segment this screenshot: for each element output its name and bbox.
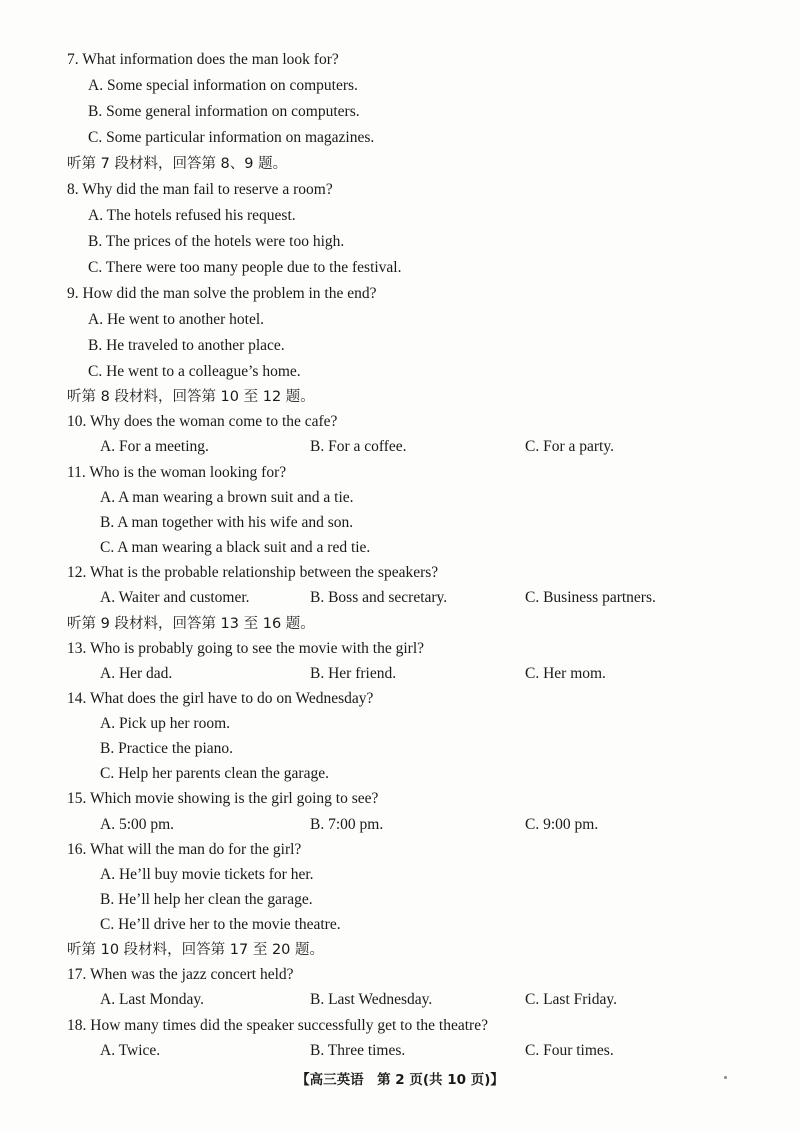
question-7-option-c: C. Some particular information on magazines. bbox=[88, 129, 375, 146]
question-10-option-c: C. For a party. bbox=[525, 438, 614, 455]
question-11-option-c: C. A man wearing a black suit and a red tie. bbox=[100, 539, 371, 556]
question-15-option-a: A. 5:00 pm. bbox=[100, 816, 175, 833]
question-16-option-b: B. He’ll help her clean the garage. bbox=[100, 891, 313, 908]
question-13-stem: 13. Who is probably going to see the movie with the girl? bbox=[67, 640, 425, 657]
question-13-option-a: A. Her dad. bbox=[100, 665, 173, 682]
question-9-stem: 9. How did the man solve the problem in the end? bbox=[67, 285, 377, 302]
question-8-option-a: A. The hotels refused his request. bbox=[88, 207, 296, 224]
question-9-option-a: A. He went to another hotel. bbox=[88, 311, 265, 328]
question-17-option-a: A. Last Monday. bbox=[100, 991, 205, 1008]
question-15-stem: 15. Which movie showing is the girl going to see? bbox=[67, 790, 379, 807]
question-14-option-b: B. Practice the piano. bbox=[100, 740, 233, 757]
question-9-option-c: C. He went to a colleague’s home. bbox=[88, 363, 301, 380]
question-18-option-a: A. Twice. bbox=[100, 1042, 161, 1059]
question-12-option-a: A. Waiter and customer. bbox=[100, 589, 250, 606]
section-heading-8: 听第 8 段材料，回答第 10 至 12 题。 bbox=[67, 389, 315, 405]
question-14-stem: 14. What does the girl have to do on Wednesday? bbox=[67, 690, 374, 707]
question-10-stem: 10. Why does the woman come to the cafe? bbox=[67, 413, 338, 430]
question-11-option-a: A. A man wearing a brown suit and a tie. bbox=[100, 489, 354, 506]
question-10-option-a: A. For a meeting. bbox=[100, 438, 209, 455]
question-8-option-b: B. The prices of the hotels were too high. bbox=[88, 233, 345, 250]
question-18-stem: 18. How many times did the speaker successfully get to the theatre? bbox=[67, 1017, 488, 1034]
question-16-option-c: C. He’ll drive her to the movie theatre. bbox=[100, 916, 341, 933]
question-15-option-b: B. 7:00 pm. bbox=[310, 816, 384, 833]
question-12-stem: 12. What is the probable relationship between the speakers? bbox=[67, 564, 439, 581]
question-7-option-a: A. Some special information on computers. bbox=[88, 77, 358, 94]
question-16-stem: 16. What will the man do for the girl? bbox=[67, 841, 302, 858]
question-12-option-c: C. Business partners. bbox=[525, 589, 656, 606]
question-13-option-c: C. Her mom. bbox=[525, 665, 606, 682]
question-17-option-b: B. Last Wednesday. bbox=[310, 991, 433, 1008]
question-14-option-c: C. Help her parents clean the garage. bbox=[100, 765, 329, 782]
question-13-option-b: B. Her friend. bbox=[310, 665, 397, 682]
question-18-option-b: B. Three times. bbox=[310, 1042, 406, 1059]
section-heading-10: 听第 10 段材料，回答第 17 至 20 题。 bbox=[67, 942, 325, 958]
question-16-option-a: A. He’ll buy movie tickets for her. bbox=[100, 866, 314, 883]
question-11-option-b: B. A man together with his wife and son. bbox=[100, 514, 354, 531]
question-9-option-b: B. He traveled to another place. bbox=[88, 337, 285, 354]
question-7-option-b: B. Some general information on computers. bbox=[88, 103, 360, 120]
page-footer: 【高三英语 第 2 页(共 10 页)】 bbox=[296, 1072, 504, 1088]
question-17-stem: 17. When was the jazz concert held? bbox=[67, 966, 294, 983]
section-heading-7: 听第 7 段材料，回答第 8、9 题。 bbox=[67, 156, 288, 172]
question-8-stem: 8. Why did the man fail to reserve a room? bbox=[67, 181, 333, 198]
question-17-option-c: C. Last Friday. bbox=[525, 991, 617, 1008]
scan-speck bbox=[724, 1076, 727, 1079]
question-15-option-c: C. 9:00 pm. bbox=[525, 816, 599, 833]
section-heading-9: 听第 9 段材料，回答第 13 至 16 题。 bbox=[67, 616, 315, 632]
question-14-option-a: A. Pick up her room. bbox=[100, 715, 231, 732]
question-7-stem: 7. What information does the man look for? bbox=[67, 51, 339, 68]
question-18-option-c: C. Four times. bbox=[525, 1042, 614, 1059]
question-12-option-b: B. Boss and secretary. bbox=[310, 589, 448, 606]
question-8-option-c: C. There were too many people due to the festival. bbox=[88, 259, 402, 276]
question-10-option-b: B. For a coffee. bbox=[310, 438, 407, 455]
question-11-stem: 11. Who is the woman looking for? bbox=[67, 464, 287, 481]
